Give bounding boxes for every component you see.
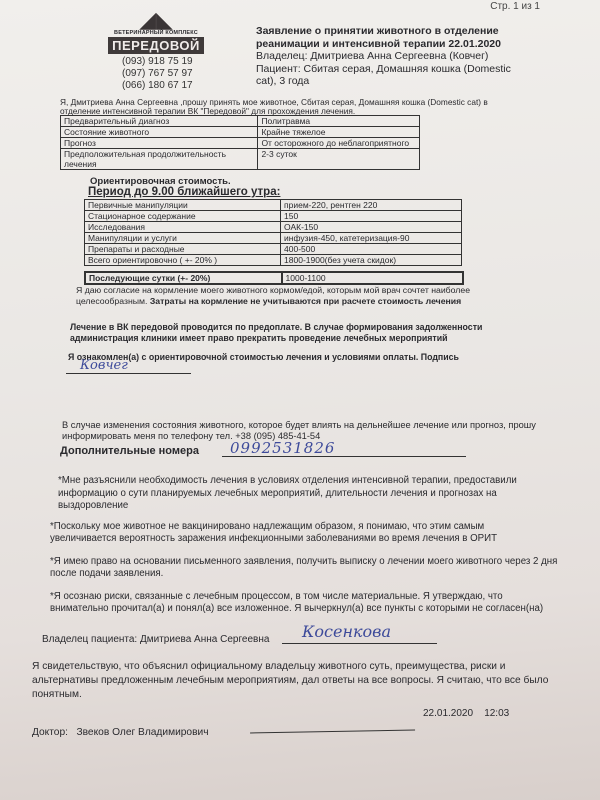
owner-line: Владелец: Дмитриева Анна Сергеевна (Ковчег) xyxy=(256,50,489,62)
table-row xyxy=(85,255,462,266)
signing-datetime xyxy=(423,708,509,719)
cell: Стационарное содержание xyxy=(85,211,281,222)
phone: (066) 180 67 17 xyxy=(122,80,193,91)
statement-line: *Я имею право на основании письменного заявления, получить выписку о лечении моего животного через 2 дня xyxy=(50,555,558,567)
statement-line: информацию о сути планируемых лечебных мероприятий, длительности лечения и прогнозах на xyxy=(58,487,497,499)
statement-line: после подачи заявления. xyxy=(50,568,164,579)
cell: инфузия-450, катетеризация-90 xyxy=(281,233,462,244)
table-row xyxy=(61,138,420,149)
statement-line: увеличивается вероятность заражения инфекционными заболеваниями во время лечения в ОРИТ xyxy=(50,533,498,544)
date: 22.01.2020 xyxy=(423,708,474,719)
cell: 150 xyxy=(281,211,462,222)
change-line: информировать меня по телефону тел. +38 (095) 485-41-54 xyxy=(62,431,321,441)
cell: прием-220, рентген 220 xyxy=(281,200,462,211)
statement-line: *Я осознаю риски, связанные с лечебным процессом, в том числе материальные. Я утверждаю, что xyxy=(50,590,503,602)
cell: Политравма xyxy=(258,116,420,127)
prepay-text xyxy=(70,322,482,344)
cell: Исследования xyxy=(85,222,281,233)
patient-line: Пациент: Сбитая серая, Домашняя кошка (Domestic xyxy=(256,62,511,75)
cell: ОАК-150 xyxy=(281,222,462,233)
handwritten-signature: Ковчег xyxy=(80,358,128,373)
statements xyxy=(50,475,600,616)
witness-text xyxy=(32,660,548,702)
doctor-signature-line[interactable] xyxy=(250,723,415,734)
feeding-consent xyxy=(76,285,536,307)
statement xyxy=(50,521,600,546)
statement-line: *Поскольку мое животное не вакцинировано надлежащим образом, я понимаю, что этим самым xyxy=(50,520,485,532)
cell: Крайне тяжелое xyxy=(258,127,420,138)
cell: Препараты и расходные xyxy=(85,244,281,255)
cell: Всего ориентировочно ( +- 20% ) xyxy=(85,255,281,266)
diagnosis-table xyxy=(60,115,420,170)
cost-heading: Ориентировочная стоимость. xyxy=(90,176,231,187)
handwritten-phone: 0992531826 xyxy=(230,439,336,457)
feeding-text: Я даю согласие на кормление моего животного кормом/едой, которым мой врач сочтет наиболее целесообразным. xyxy=(76,285,471,306)
intro-line: отделение интенсивной терапии ВК "Передовой" для прохождения лечения. xyxy=(60,106,356,116)
acquainted-statement: Я ознакомлен(а) с ориентировочной стоимостью лечения и условиями оплаты. Подпись xyxy=(68,352,459,362)
prepay-line: Лечение в ВК передовой проводится по предоплате. В случае формирования задолженности xyxy=(70,322,483,332)
table-row xyxy=(85,211,462,222)
table-row xyxy=(85,200,462,211)
clinic-logo xyxy=(108,7,204,54)
table-row xyxy=(61,127,420,138)
clinic-phones xyxy=(122,56,193,92)
phone: (097) 767 57 97 xyxy=(122,68,193,79)
dog-cat-logo-icon: ◢◣ xyxy=(139,7,173,32)
change-line: В случае изменения состояния животного, которое будет влиять на дельнейшее лечение или прогноз, прошу xyxy=(62,420,536,430)
patient-line: cat), 3 года xyxy=(256,75,310,87)
cost-table xyxy=(84,199,462,266)
table-row xyxy=(85,233,462,244)
handwritten-signature: Косенкова xyxy=(302,622,392,641)
cell: От осторожного до неблагоприятного xyxy=(258,138,420,149)
document-header xyxy=(256,25,511,88)
extra-numbers-field[interactable] xyxy=(222,439,466,457)
statement-line: выздоровление xyxy=(58,500,129,511)
doctor-label: Доктор: xyxy=(32,727,68,738)
witness-line: Я свидетельствую, что объяснил официальному владельцу животного суть, преимущества, риски и xyxy=(32,661,506,672)
table-row xyxy=(61,149,420,170)
cell: Манипуляции и услуги xyxy=(85,233,281,244)
intro-line: Я, Дмитриева Анна Сергеевна ,прошу принять мое животное, Сбитая серая, Домашняя кошка (Domestic cat) в xyxy=(60,97,488,107)
statement xyxy=(50,591,600,616)
cell: 1000-1100 xyxy=(282,272,463,284)
cell: 1800-1900(без учета скидок) xyxy=(281,255,462,266)
next-day-table xyxy=(84,271,464,285)
cell: Последующие сутки (+- 20%) xyxy=(85,272,282,284)
phone: (093) 918 75 19 xyxy=(122,56,193,67)
cell: Состояние животного xyxy=(61,127,258,138)
statement xyxy=(58,475,600,513)
feeding-note: Затраты на кормление не учитываются при расчете стоимость лечения xyxy=(149,296,462,306)
cell: Предположительная продолжительность лечения xyxy=(61,149,258,170)
cell: 2-3 суток xyxy=(258,149,420,170)
document-title: реанимации и интенсивной терапии 22.01.2020 xyxy=(256,37,501,50)
doctor-name: Звеков Олег Владимирович xyxy=(76,727,209,738)
table-row xyxy=(61,116,420,127)
statement-line: внимательно прочитал(а) и понял(а) все изложенное. Я вычеркнул(а) все пункты с которыми не согласен(на) xyxy=(50,603,544,614)
signature-line[interactable] xyxy=(66,358,191,374)
logo-name: ПЕРЕДОВОЙ xyxy=(108,37,204,54)
owner-signature-line[interactable] xyxy=(282,622,437,644)
statement xyxy=(50,556,600,581)
statement-line: *Мне разъяснили необходимость лечения в условиях отделения интенсивной терапии, предоставили xyxy=(58,475,517,486)
cell: 400-500 xyxy=(281,244,462,255)
owner-label: Владелец пациента: Дмитриева Анна Сергеевна xyxy=(42,634,270,645)
page-number: Стр. 1 из 1 xyxy=(490,1,540,12)
table-row xyxy=(85,244,462,255)
intro-text xyxy=(60,98,488,116)
document-title: Заявление о принятии животного в отделение xyxy=(256,25,499,37)
cell: Предварительный диагноз xyxy=(61,116,258,127)
witness-line: понятным. xyxy=(32,689,82,700)
prepay-line: администрация клиники имеет право прекратить проведение лечебных мероприятий xyxy=(70,333,448,343)
time: 12:03 xyxy=(484,708,510,719)
cell: Первичные манипуляции xyxy=(85,200,281,211)
witness-line: альтернативы предложенным лечебным мероприятиям, дал ответы на все вопросы. Я считаю, что все было xyxy=(32,675,549,686)
table-row xyxy=(85,272,463,284)
cell: Прогноз xyxy=(61,138,258,149)
cost-period: Период до 9.00 ближайшего утра: xyxy=(88,186,281,198)
doctor-line xyxy=(32,727,209,738)
logo-subtitle: ВЕТЕРИНАРНЫЙ КОМПЛЕКС xyxy=(114,30,198,36)
extra-numbers-label: Дополнительные номера xyxy=(60,445,199,457)
table-row xyxy=(85,222,462,233)
